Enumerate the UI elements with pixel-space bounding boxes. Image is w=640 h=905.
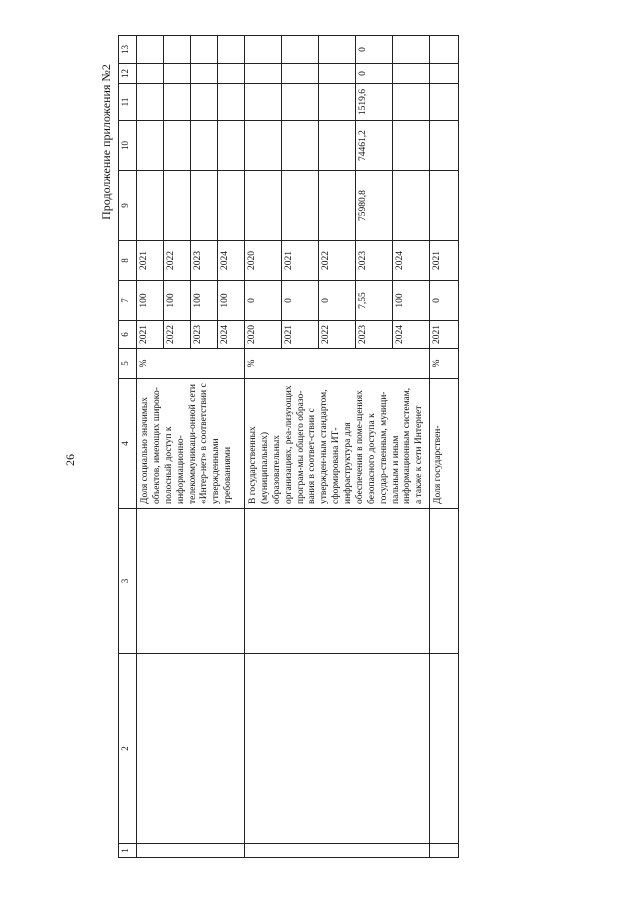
year-cell: 2024 bbox=[218, 321, 245, 349]
funding-total-cell: 75980,8 bbox=[356, 171, 393, 241]
funding-federal-cell bbox=[245, 121, 282, 171]
funding-local-cell bbox=[164, 64, 191, 84]
funding-federal-cell bbox=[218, 121, 245, 171]
funding-other-cell bbox=[137, 36, 164, 64]
plan-year-cell: 2021 bbox=[430, 241, 459, 281]
indicator-cell-2 bbox=[430, 654, 459, 844]
funding-regional-cell bbox=[393, 84, 430, 121]
column-number-7: 7 bbox=[119, 281, 137, 321]
funding-regional-cell bbox=[164, 84, 191, 121]
continuation-note: Продолжение приложения №2 bbox=[98, 64, 113, 220]
plan-year-cell: 2021 bbox=[137, 241, 164, 281]
funding-local-cell bbox=[191, 64, 218, 84]
column-number-6: 6 bbox=[119, 321, 137, 349]
indicator-description: Доля социально значимых объектов, имеющих широко-полосный доступ к информационно-телекоммуникаци-онной сети «Интер-нет» в соответствии с утвержденными требованиями bbox=[137, 379, 245, 509]
value-cell: 0 bbox=[282, 281, 319, 321]
funding-local-cell bbox=[218, 64, 245, 84]
funding-total-cell bbox=[218, 171, 245, 241]
plan-year-cell: 2020 bbox=[245, 241, 282, 281]
funding-total-cell bbox=[430, 171, 459, 241]
funding-total-cell bbox=[393, 171, 430, 241]
column-number-9: 9 bbox=[119, 171, 137, 241]
funding-other-cell bbox=[430, 36, 459, 64]
indicator-cell-3 bbox=[137, 509, 245, 654]
funding-other-cell bbox=[164, 36, 191, 64]
year-cell: 2023 bbox=[191, 321, 218, 349]
funding-regional-cell bbox=[245, 84, 282, 121]
funding-other-cell bbox=[245, 36, 282, 64]
indicator-unit: % bbox=[430, 349, 459, 379]
rotated-table bbox=[118, 36, 565, 858]
indicator-cell-3 bbox=[245, 509, 430, 654]
rotated-table-frame bbox=[118, 36, 565, 858]
funding-total-cell bbox=[245, 171, 282, 241]
indicator-description: В государственных (муниципальных) образовательных организациях, реа-лизующих програм-мы общего образо-вания в соответ-ствии с утвержден-ным стандартом, сформирована ИТ-инфраструктура для обеспечения в поме-щениях безопасного доступа к государ-ственным, муници-пальным и иным информационным системам, а также к сети Интернет bbox=[245, 379, 430, 509]
indicator-description: Доля государствен- bbox=[430, 379, 459, 509]
plan-year-cell: 2021 bbox=[282, 241, 319, 281]
value-cell: 0 bbox=[245, 281, 282, 321]
column-number-13: 13 bbox=[119, 36, 137, 64]
funding-total-cell bbox=[282, 171, 319, 241]
page-number: 26 bbox=[62, 454, 77, 466]
table-row bbox=[245, 36, 282, 858]
table-row bbox=[430, 36, 459, 858]
column-number-5: 5 bbox=[119, 349, 137, 379]
indicator-cell-2 bbox=[245, 654, 430, 844]
column-number-11: 11 bbox=[119, 84, 137, 121]
funding-other-cell bbox=[393, 36, 430, 64]
year-cell: 2021 bbox=[137, 321, 164, 349]
indicator-cell-1 bbox=[245, 844, 430, 858]
funding-federal-cell bbox=[164, 121, 191, 171]
table-row bbox=[137, 36, 164, 858]
funding-local-cell bbox=[282, 64, 319, 84]
value-cell: 100 bbox=[218, 281, 245, 321]
funding-local-cell bbox=[430, 64, 459, 84]
year-cell: 2022 bbox=[164, 321, 191, 349]
indicator-cell-1 bbox=[137, 844, 245, 858]
plan-year-cell: 2023 bbox=[356, 241, 393, 281]
year-cell: 2023 bbox=[356, 321, 393, 349]
column-number-12: 12 bbox=[119, 64, 137, 84]
plan-year-cell: 2024 bbox=[393, 241, 430, 281]
value-cell: 100 bbox=[393, 281, 430, 321]
plan-year-cell: 2022 bbox=[164, 241, 191, 281]
indicator-cell-2 bbox=[137, 654, 245, 844]
value-cell: 100 bbox=[191, 281, 218, 321]
plan-year-cell: 2023 bbox=[191, 241, 218, 281]
value-cell: 0 bbox=[430, 281, 459, 321]
plan-year-cell: 2022 bbox=[319, 241, 356, 281]
funding-other-cell bbox=[191, 36, 218, 64]
funding-federal-cell bbox=[393, 121, 430, 171]
funding-regional-cell bbox=[319, 84, 356, 121]
indicator-cell-1 bbox=[430, 844, 459, 858]
year-cell: 2022 bbox=[319, 321, 356, 349]
funding-other-cell bbox=[218, 36, 245, 64]
indicator-unit: % bbox=[137, 349, 245, 379]
funding-local-cell bbox=[319, 64, 356, 84]
funding-federal-cell bbox=[137, 121, 164, 171]
funding-federal-cell bbox=[430, 121, 459, 171]
funding-federal-cell bbox=[191, 121, 218, 171]
value-cell: 7,55 bbox=[356, 281, 393, 321]
year-cell: 2021 bbox=[282, 321, 319, 349]
funding-regional-cell: 1519,6 bbox=[356, 84, 393, 121]
indicator-cell-3 bbox=[430, 509, 459, 654]
year-cell: 2021 bbox=[430, 321, 459, 349]
funding-local-cell bbox=[393, 64, 430, 84]
indicator-unit: % bbox=[245, 349, 430, 379]
funding-regional-cell bbox=[137, 84, 164, 121]
funding-total-cell bbox=[164, 171, 191, 241]
column-number-10: 10 bbox=[119, 121, 137, 171]
indicators-table bbox=[118, 35, 459, 858]
funding-other-cell: 0 bbox=[356, 36, 393, 64]
funding-regional-cell bbox=[191, 84, 218, 121]
year-cell: 2020 bbox=[245, 321, 282, 349]
plan-year-cell: 2024 bbox=[218, 241, 245, 281]
funding-local-cell: 0 bbox=[356, 64, 393, 84]
funding-total-cell bbox=[319, 171, 356, 241]
funding-federal-cell bbox=[282, 121, 319, 171]
column-number-1: 1 bbox=[119, 844, 137, 858]
value-cell: 100 bbox=[137, 281, 164, 321]
value-cell: 100 bbox=[164, 281, 191, 321]
column-number-8: 8 bbox=[119, 241, 137, 281]
funding-regional-cell bbox=[282, 84, 319, 121]
funding-total-cell bbox=[191, 171, 218, 241]
funding-federal-cell bbox=[319, 121, 356, 171]
column-number-2: 2 bbox=[119, 654, 137, 844]
funding-local-cell bbox=[245, 64, 282, 84]
funding-total-cell bbox=[137, 171, 164, 241]
value-cell: 0 bbox=[319, 281, 356, 321]
year-cell: 2024 bbox=[393, 321, 430, 349]
funding-regional-cell bbox=[218, 84, 245, 121]
funding-local-cell bbox=[137, 64, 164, 84]
funding-other-cell bbox=[282, 36, 319, 64]
column-number-row bbox=[119, 36, 137, 858]
funding-other-cell bbox=[319, 36, 356, 64]
funding-federal-cell: 74461,2 bbox=[356, 121, 393, 171]
column-number-3: 3 bbox=[119, 509, 137, 654]
column-number-4: 4 bbox=[119, 379, 137, 509]
funding-regional-cell bbox=[430, 84, 459, 121]
